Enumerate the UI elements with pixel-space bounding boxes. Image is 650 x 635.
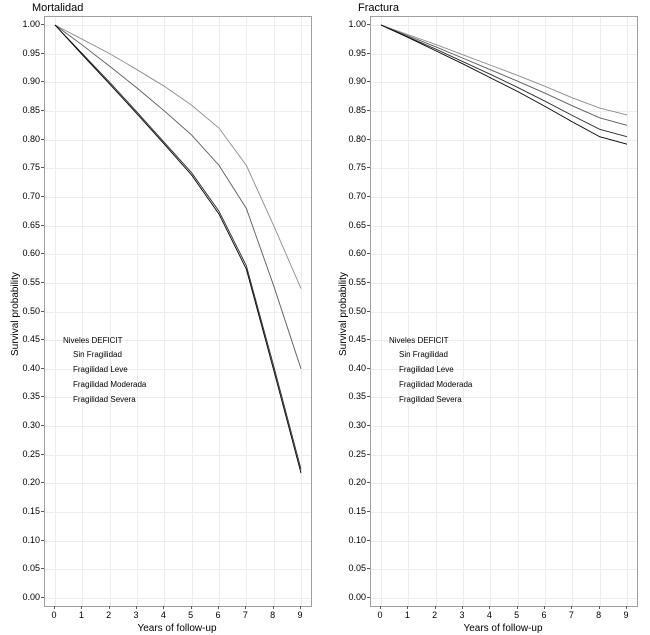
- x-tick-label: 1: [404, 610, 410, 620]
- x-tick-label: 2: [432, 610, 438, 620]
- y-tick-label: 0.75: [348, 162, 366, 173]
- x-tick-label: 4: [486, 610, 492, 620]
- axis-title-y-right: Survival probability: [338, 271, 349, 356]
- y-tick-label: 0.45: [348, 334, 366, 345]
- y-tick-label: 0.85: [348, 104, 366, 115]
- survival-curves-left: [45, 17, 311, 606]
- x-tick-label: 0: [377, 610, 383, 620]
- plot-area-mortalidad: [44, 16, 312, 607]
- survival-curve: [55, 25, 301, 369]
- y-tick-label: 0.95: [348, 47, 366, 58]
- y-tick-label: 0.55: [348, 276, 366, 287]
- y-tick-label: 0.25: [22, 448, 40, 459]
- x-tick-mark: [163, 606, 164, 609]
- y-tick-label: 0.85: [22, 104, 40, 115]
- y-tick-label: 0.35: [22, 391, 40, 402]
- y-tick-mark: [41, 339, 44, 340]
- y-tick-label: 0.80: [22, 133, 40, 144]
- y-tick-mark: [41, 368, 44, 369]
- x-tick-mark: [136, 606, 137, 609]
- survival-curves-right: [371, 17, 637, 606]
- x-tick-mark: [380, 606, 381, 609]
- x-tick-mark: [300, 606, 301, 609]
- x-tick-mark: [599, 606, 600, 609]
- y-tick-label: 0.10: [348, 534, 366, 545]
- x-tick-label: 5: [514, 610, 520, 620]
- y-tick-label: 0.90: [348, 76, 366, 87]
- y-tick-label: 1.00: [22, 19, 40, 29]
- legend-item-fragilidad-moderada: Fragilidad Moderada: [399, 380, 473, 390]
- y-tick-label: 0.20: [22, 477, 40, 488]
- y-tick-label: 0.75: [22, 162, 40, 173]
- x-tick-mark: [489, 606, 490, 609]
- y-tick-label: 0.20: [348, 477, 366, 488]
- x-tick-label: 6: [215, 610, 221, 620]
- y-tick-mark: [367, 167, 370, 168]
- x-tick-mark: [218, 606, 219, 609]
- x-tick-mark: [407, 606, 408, 609]
- y-tick-mark: [41, 540, 44, 541]
- y-tick-label: 0.00: [22, 592, 40, 602]
- y-tick-mark: [367, 81, 370, 82]
- y-tick-mark: [367, 139, 370, 140]
- axis-title-x-left: Years of follow-up: [137, 623, 217, 634]
- legend-right: [389, 337, 472, 411]
- y-tick-label: 0.80: [348, 133, 366, 144]
- y-tick-label: 0.65: [22, 219, 40, 230]
- y-tick-mark: [367, 396, 370, 397]
- y-tick-mark: [367, 454, 370, 455]
- x-tick-mark: [435, 606, 436, 609]
- legend-item-fragilidad-leve: Fragilidad Leve: [73, 365, 128, 375]
- y-tick-mark: [367, 540, 370, 541]
- x-tick-mark: [245, 606, 246, 609]
- y-tick-mark: [367, 53, 370, 54]
- x-tick-mark: [109, 606, 110, 609]
- y-tick-mark: [367, 253, 370, 254]
- y-tick-label: 0.05: [22, 563, 40, 574]
- y-tick-label: 0.15: [348, 506, 366, 517]
- legend-title-right: Niveles DEFICIT: [389, 336, 449, 346]
- x-tick-label: 5: [188, 610, 194, 620]
- y-tick-label: 0.00: [348, 592, 366, 602]
- y-tick-label: 0.05: [348, 563, 366, 574]
- y-tick-mark: [367, 425, 370, 426]
- legend-item-fragilidad-severa: Fragilidad Severa: [399, 395, 462, 405]
- y-tick-mark: [367, 282, 370, 283]
- y-tick-mark: [41, 311, 44, 312]
- x-tick-label: 7: [568, 610, 574, 620]
- panel-title-left: Mortalidad: [32, 2, 84, 14]
- y-tick-mark: [41, 568, 44, 569]
- y-tick-mark: [41, 110, 44, 111]
- y-tick-label: 0.60: [22, 248, 40, 259]
- y-tick-mark: [41, 253, 44, 254]
- y-tick-mark: [41, 396, 44, 397]
- y-tick-mark: [41, 425, 44, 426]
- x-tick-label: 3: [459, 610, 465, 620]
- y-tick-mark: [367, 568, 370, 569]
- y-tick-mark: [41, 454, 44, 455]
- y-tick-mark: [41, 167, 44, 168]
- y-tick-label: 0.50: [22, 305, 40, 316]
- legend-item-fragilidad-severa: Fragilidad Severa: [73, 395, 136, 405]
- y-tick-label: 0.60: [348, 248, 366, 259]
- y-tick-label: 0.35: [348, 391, 366, 402]
- y-tick-label: 0.95: [22, 47, 40, 58]
- y-tick-label: 1.00: [348, 19, 366, 29]
- legend-item-fragilidad-leve: Fragilidad Leve: [399, 365, 454, 375]
- survival-curve: [381, 25, 627, 144]
- y-tick-label: 0.65: [348, 219, 366, 230]
- legend-left: [63, 337, 146, 411]
- y-tick-mark: [367, 511, 370, 512]
- y-tick-mark: [367, 597, 370, 598]
- y-tick-mark: [367, 110, 370, 111]
- axis-title-y-left: Survival probability: [10, 271, 21, 356]
- survival-curve: [381, 25, 627, 115]
- x-tick-mark: [54, 606, 55, 609]
- x-tick-label: 6: [541, 610, 547, 620]
- x-tick-label: 8: [270, 610, 276, 620]
- y-tick-label: 0.90: [22, 76, 40, 87]
- panel-fractura: [330, 0, 650, 635]
- y-tick-label: 0.25: [348, 448, 366, 459]
- x-tick-mark: [571, 606, 572, 609]
- x-tick-mark: [462, 606, 463, 609]
- x-tick-label: 9: [297, 610, 303, 620]
- y-tick-mark: [367, 311, 370, 312]
- legend-item-sin-fragilidad: Sin Fragilidad: [399, 350, 448, 360]
- y-tick-mark: [41, 482, 44, 483]
- y-tick-mark: [41, 139, 44, 140]
- x-tick-label: 4: [160, 610, 166, 620]
- x-tick-mark: [273, 606, 274, 609]
- y-tick-mark: [41, 81, 44, 82]
- x-tick-mark: [191, 606, 192, 609]
- x-tick-label: 0: [51, 610, 57, 620]
- axis-title-x-right: Years of follow-up: [463, 623, 543, 634]
- x-tick-label: 9: [623, 610, 629, 620]
- y-tick-label: 0.70: [22, 190, 40, 201]
- plot-area-fractura: [370, 16, 638, 607]
- legend-title-left: Niveles DEFICIT: [63, 336, 123, 346]
- x-tick-mark: [517, 606, 518, 609]
- legend-item-fragilidad-moderada: Fragilidad Moderada: [73, 380, 147, 390]
- y-tick-mark: [41, 196, 44, 197]
- x-tick-mark: [626, 606, 627, 609]
- y-tick-label: 0.30: [348, 420, 366, 431]
- y-tick-mark: [367, 482, 370, 483]
- y-tick-label: 0.15: [22, 506, 40, 517]
- x-tick-label: 7: [242, 610, 248, 620]
- y-tick-label: 0.10: [22, 534, 40, 545]
- x-tick-mark: [544, 606, 545, 609]
- y-tick-mark: [41, 511, 44, 512]
- legend-item-sin-fragilidad: Sin Fragilidad: [73, 350, 122, 360]
- y-tick-mark: [367, 368, 370, 369]
- y-tick-mark: [41, 282, 44, 283]
- y-tick-mark: [367, 225, 370, 226]
- y-tick-mark: [41, 24, 44, 25]
- y-tick-mark: [41, 225, 44, 226]
- y-tick-label: 0.50: [348, 305, 366, 316]
- y-tick-label: 0.30: [22, 420, 40, 431]
- survival-curve: [381, 25, 627, 125]
- y-tick-mark: [367, 196, 370, 197]
- y-tick-label: 0.45: [22, 334, 40, 345]
- y-tick-mark: [41, 597, 44, 598]
- y-tick-mark: [367, 339, 370, 340]
- x-tick-mark: [81, 606, 82, 609]
- x-tick-label: 3: [133, 610, 139, 620]
- y-tick-label: 0.70: [348, 190, 366, 201]
- x-tick-label: 8: [596, 610, 602, 620]
- y-tick-label: 0.55: [22, 276, 40, 287]
- panel-title-right: Fractura: [358, 2, 399, 14]
- x-tick-label: 2: [106, 610, 112, 620]
- y-tick-mark: [367, 24, 370, 25]
- y-tick-label: 0.40: [348, 362, 366, 373]
- y-tick-mark: [41, 53, 44, 54]
- x-tick-label: 1: [78, 610, 84, 620]
- y-tick-label: 0.40: [22, 362, 40, 373]
